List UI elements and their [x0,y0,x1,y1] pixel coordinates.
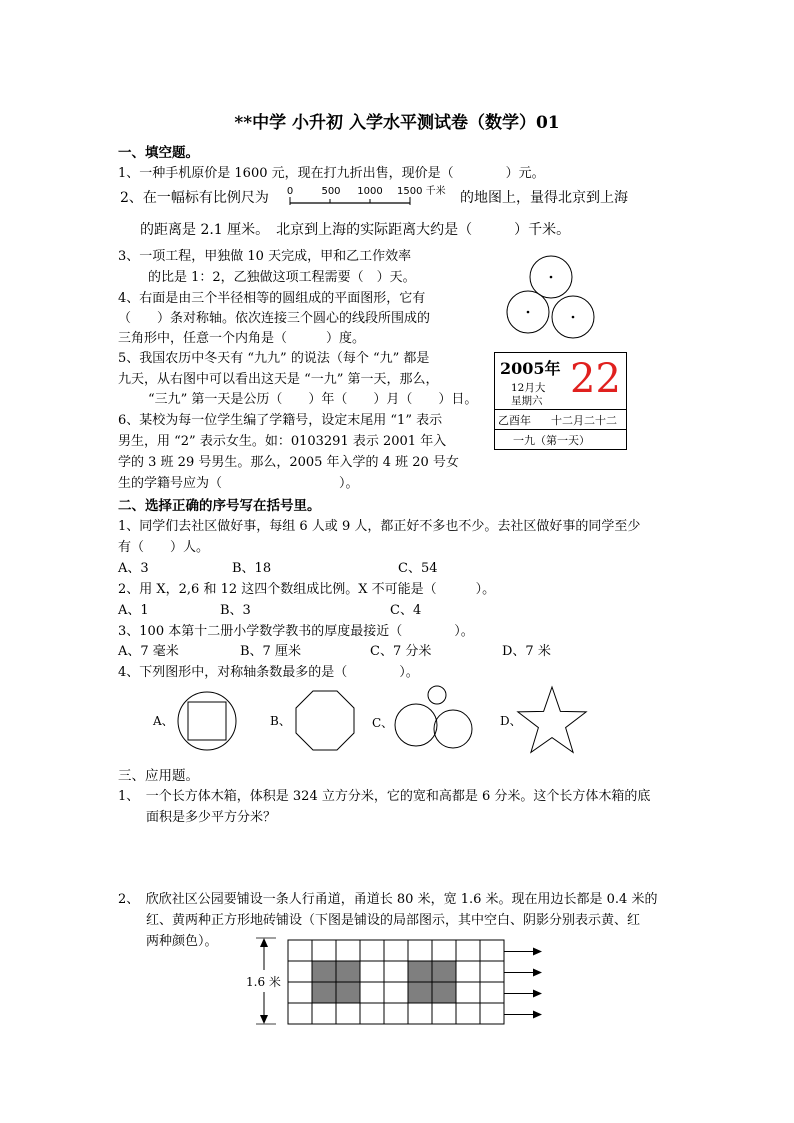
q2-2-option-a: A、1 [118,603,149,618]
yellow-tile [456,1003,480,1024]
red-tile [408,982,432,1003]
q2-3-option-d: D、7 米 [502,644,551,659]
yellow-tile [432,1003,456,1024]
yellow-tile [432,940,456,961]
yellow-tile [456,961,480,982]
q1-1-text: 1、一种手机原价是 1600 元，现在打九折出售，现价是（ ）元。 [118,166,545,181]
calendar-note: 一九（第一天） [513,434,590,447]
yellow-tile [360,982,384,1003]
q1-4-line2: （ ）条对称轴。依次连接三个圆心的线段所围成的 [118,311,431,326]
q1-5-line1: 5、我国农历中冬天有 “九九” 的说法（每个 “九” 都是 [118,351,430,366]
yellow-tile [408,940,432,961]
red-tile [336,961,360,982]
q2-2-option-b: B、3 [220,603,251,618]
red-tile [432,961,456,982]
q2-1-option-c: C、54 [398,561,438,576]
q1-6-line4: 生的学籍号应为（ ）。 [118,476,359,491]
q2-3-option-b: B、7 厘米 [240,644,301,659]
red-tile [336,982,360,1003]
tile-layout-figure [250,936,540,1028]
yellow-tile [456,940,480,961]
yellow-tile [384,1003,408,1024]
q1-4-line1: 4、右面是由三个半径相等的圆组成的平面图形，它有 [118,291,426,306]
q2-4-option-a: A、 [153,714,174,728]
option-b-octagon-figure [294,690,356,752]
q3-2-line3: 两种颜色）。 [146,934,218,949]
red-tile [312,961,336,982]
q2-3-text: 3、100 本第十二册小学数学教书的厚度最接近（ ）。 [118,624,474,639]
scale-label-0: 0 [286,186,294,197]
three-circles-figure [500,255,595,340]
q2-2-option-c: C、4 [390,603,422,618]
q2-1-line1: 1、同学们去社区做好事，每组 6 人或 9 人，都正好不多也不少。去社区做好事的同学至少 [118,519,641,534]
q2-1-option-a: A、3 [118,561,149,576]
yellow-tile [360,961,384,982]
scale-label-1500: 1500 千米 [397,186,446,197]
q2-3-option-c: C、7 分米 [370,644,432,659]
red-tile [408,961,432,982]
q2-4-option-b: B、 [270,714,291,728]
path-width-label: 1.6 米 [246,975,281,989]
yellow-tile [288,961,312,982]
q2-1-line2: 有（ ）人。 [118,540,210,555]
q1-4-line3: 三角形中，任意一个内角是（ ）度。 [118,331,366,346]
q2-1-option-b: B、18 [232,561,272,576]
red-tile [432,982,456,1003]
q2-4-option-c: C、 [372,716,394,730]
map-scale-bar [284,183,454,211]
calendar-lunar-year: 乙酉年 [498,414,531,427]
q3-2-line2: 红、黄两种正方形地砖铺设（下图是铺设的局部图示，其中空白、阴影分别表示黄、红 [146,913,641,928]
q3-1-line2: 面积是多少平方分米？ [146,810,277,825]
q2-3-option-a: A、7 毫米 [118,644,179,659]
scale-label-500: 500 [321,186,341,197]
option-d-star-figure [516,686,588,754]
calendar-weekday: 星期六 [511,395,543,407]
yellow-tile [312,1003,336,1024]
section1-heading: 一、填空题。 [118,145,199,161]
q2-4-text: 4、下列图形中，对称轴条数最多的是（ ）。 [118,665,419,680]
arrow-head [533,948,542,956]
q2-2-text: 2、用 X，2,6 和 12 这四个数组成比例。X 不可能是（ ）。 [118,582,496,597]
calendar-lunar-date: 十二月二十二 [551,414,617,427]
yellow-tile [480,1003,504,1024]
yellow-tile [480,982,504,1003]
yellow-tile [384,961,408,982]
calendar-divider-2 [495,429,626,430]
yellow-tile [288,1003,312,1024]
yellow-tile [408,1003,432,1024]
yellow-tile [288,940,312,961]
arrow-head [533,969,542,977]
red-tile [312,982,336,1003]
yellow-tile [360,940,384,961]
yellow-tile [360,1003,384,1024]
option-a-circle-square-figure [176,691,240,751]
q1-6-line1: 6、某校为每一位学生编了学籍号，设定末尾用 “1” 表示 [118,413,443,428]
yellow-tile [336,940,360,961]
yellow-tile [288,982,312,1003]
q1-5-line2: 九天，从右图中可以看出这天是 “一九” 第一天，那么， [118,372,439,387]
section2-heading: 二、选择正确的序号写在括号里。 [118,498,321,514]
q3-1-line1: 1、 一个长方体木箱，体积是 324 立方分米，它的宽和高都是 6 分米。这个长方体木箱的底 [118,789,651,804]
calendar-page [494,352,627,450]
q1-3-line1: 3、一项工程，甲独做 10 天完成，甲和乙工作效率 [118,249,412,264]
q1-6-line3: 学的 3 班 29 号男生。那么，2005 年入学的 4 班 20 号女 [118,455,459,470]
q1-6-line2: 男生，用 “2” 表示女生。如：0103291 表示 2001 年入 [118,434,447,449]
calendar-month: 12月大 [511,382,546,394]
page-title: **中学 小升初 入学水平测试卷（数学）01 [234,113,560,133]
yellow-tile [384,982,408,1003]
q1-2-prefix: 2、在一幅标有比例尺为 [120,190,269,206]
q1-5-line3: “三九” 第一天是公历（ ）年（ ）月（ ）日。 [148,392,478,407]
yellow-tile [480,961,504,982]
yellow-tile [312,940,336,961]
calendar-year: 2005年 [500,359,561,378]
q1-2-suffix: 的地图上，量得北京到上海 [460,190,628,206]
yellow-tile [336,1003,360,1024]
section3-heading: 三、应用题。 [118,768,199,784]
calendar-day: 22 [570,356,621,402]
scale-label-1000: 1000 [357,186,383,197]
q1-3-line2: 的比是 1：2，乙独做这项工程需要（ ）天。 [148,270,416,285]
calendar-divider [495,409,626,410]
q2-4-option-d: D、 [500,714,522,728]
yellow-tile [480,940,504,961]
q3-2-line1: 2、 欣欣社区公园要铺设一条人行甬道，甬道长 80 米，宽 1.6 米。现在用边长都是 0.4 米的 [118,892,658,907]
yellow-tile [384,940,408,961]
q1-2-line2: 的距离是 2.1 厘米。 北京到上海的实际距离大约是（ ）千米。 [140,222,571,238]
option-c-three-circles-figure [394,685,476,755]
yellow-tile [456,982,480,1003]
arrow-head [533,1011,542,1019]
arrow-head [533,990,542,998]
